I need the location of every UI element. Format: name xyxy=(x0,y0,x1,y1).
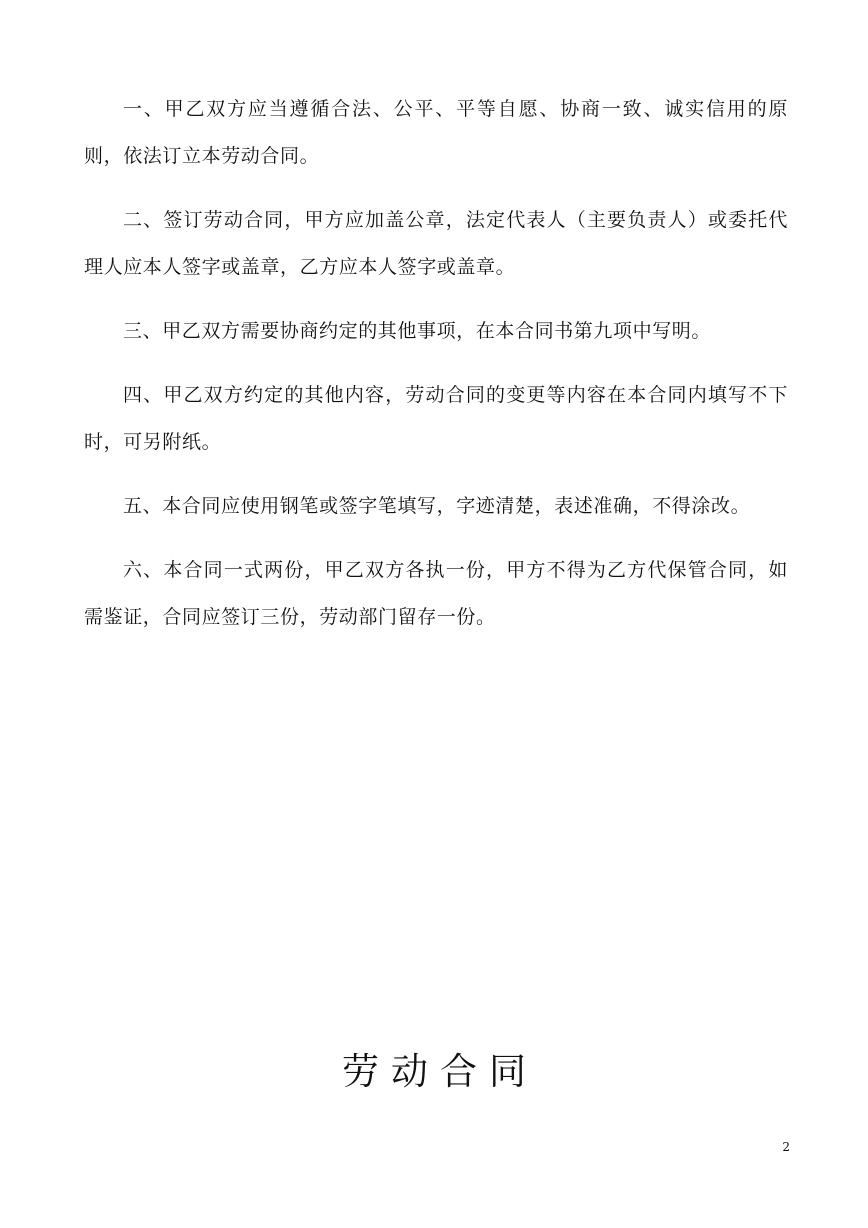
page-number: 2 xyxy=(782,1140,790,1154)
instruction-paragraph: 六、本合同一式两份，甲乙双方各执一份，甲方不得为乙方代保管合同，如需鉴证，合同应签订三份，劳动部门留存一份。 xyxy=(84,559,788,628)
instruction-paragraph: 二、签订劳动合同，甲方应加盖公章，法定代表人（主要负责人）或委托代理人应本人签字或盖章，乙方应本人签字或盖章。 xyxy=(84,209,788,278)
instruction-paragraph: 四、甲乙双方约定的其他内容，劳动合同的变更等内容在本合同内填写不下时，可另附纸。 xyxy=(84,384,788,453)
instruction-paragraph: 三、甲乙双方需要协商约定的其他事项，在本合同书第九项中写明。 xyxy=(123,320,712,342)
instruction-paragraph: 一、甲乙双方应当遵循合法、公平、平等自愿、协商一致、诚实信用的原则，依法订立本劳动合同。 xyxy=(84,98,788,167)
contract-title: 劳动合同 xyxy=(342,1050,538,1093)
instruction-paragraph: 五、本合同应使用钢笔或签字笔填写，字迹清楚，表述准确，不得涂改。 xyxy=(123,495,751,517)
instructions-list xyxy=(84,86,788,658)
